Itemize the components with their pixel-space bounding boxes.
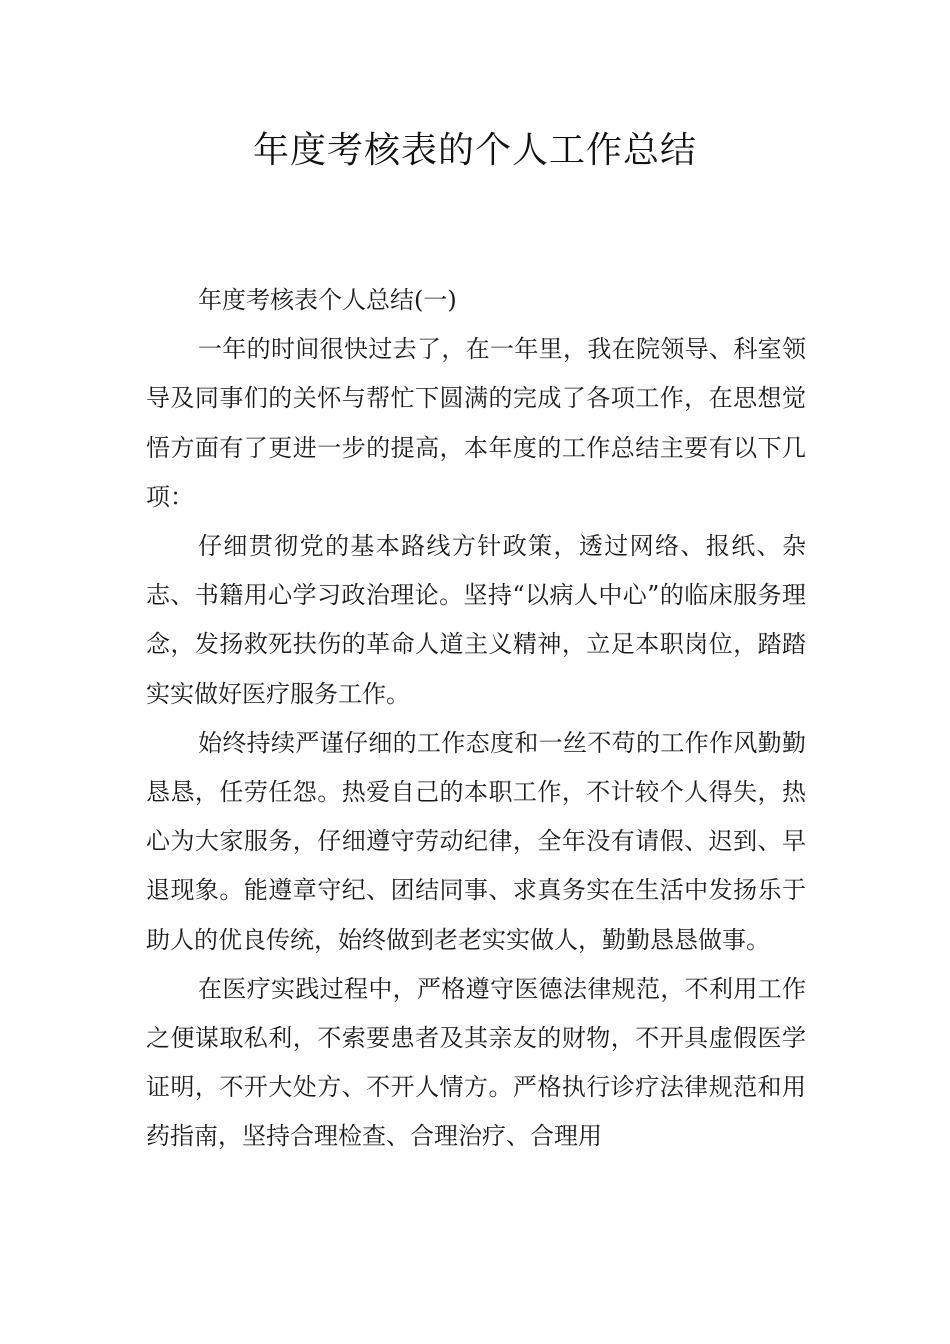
paragraph-politics: 仔细贯彻党的基本路线方针政策，透过网络、报纸、杂志、书籍用心学习政治理论。坚持“以病人中心”的临床服务理念，发扬救死扶伤的革命人道主义精神，立足本职岗位，踏踏实实做好医疗服务工作。 [146,532,806,708]
section-subheading: 年度考核表个人总结(一) [198,286,457,314]
paragraph-ethics: 在医疗实践过程中，严格遵守医德法律规范，不利用工作之便谋取私利，不索要患者及其亲友的财物，不开具虚假医学证明，不开大处方、不开人情方。严格执行诊疗法律规范和用药指南，坚持合理检查、合理治疗、合理用 [146,974,806,1151]
document-body [146,276,806,1162]
paragraph-intro: 一年的时间很快过去了，在一年里，我在院领导、科室领导及同事们的关怀与帮忙下圆满的完成了各项工作，在思想觉悟方面有了更进一步的提高，本年度的工作总结主要有以下几项： [146,335,806,511]
paragraph-attitude: 始终持续严谨仔细的工作态度和一丝不苟的工作作风勤勤恳恳，任劳任怨。热爱自己的本职工作，不计较个人得失，热心为大家服务，仔细遵守劳动纪律，全年没有请假、迟到、早退现象。能遵章守纪、团结同事、求真务实在生活中发扬乐于助人的优良传统，始终做到老老实实做人，勤勤恳恳做事。 [146,728,806,954]
document-title: 年度考核表的个人工作总结 [252,130,697,171]
